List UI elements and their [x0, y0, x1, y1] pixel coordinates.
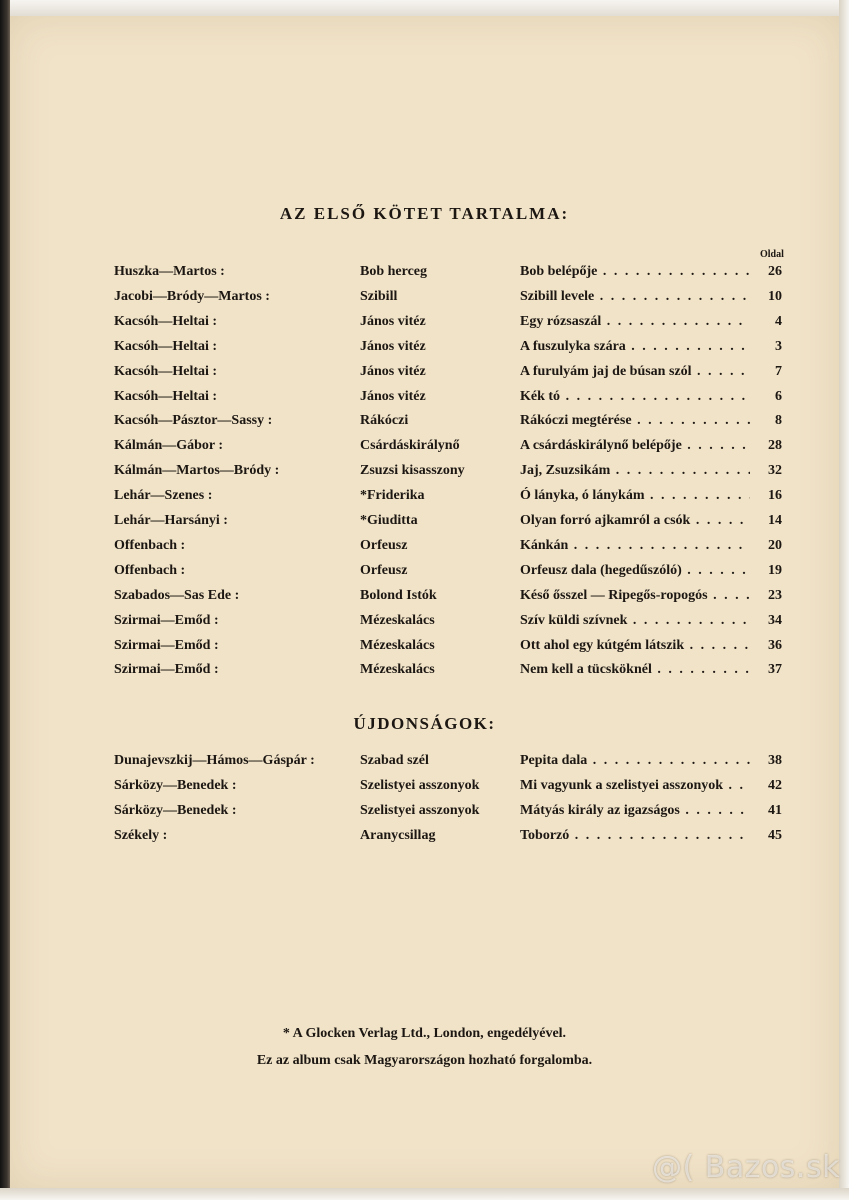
authors: Kacsóh—Heltai : [114, 313, 218, 329]
contents-heading: AZ ELSŐ KÖTET TARTALMA: [279, 204, 570, 223]
song-title: Rákóczi megtérése . . . [520, 410, 750, 432]
page-number: 20 [768, 537, 782, 553]
list-item [0, 800, 849, 822]
song-title: Kánkán . . . [520, 535, 750, 557]
song-title: Ott ahol egy kútgém látszik . . . [520, 635, 750, 657]
work-title: Rákóczi [360, 413, 409, 429]
page-number: 23 [768, 587, 782, 603]
song-title: Bob belépője . . . [520, 261, 750, 283]
authors: Dunajevszkij—Hámos—Gáspár : [114, 753, 315, 768]
song-title: Pepita dala . . . [520, 750, 750, 772]
song-title: Kék tó . . . [520, 386, 750, 408]
list-item [0, 510, 849, 532]
list-item [0, 311, 849, 333]
work-title: Szelistyei asszonyok [360, 802, 480, 818]
song-title: A furulyám jaj de búsan szól . . . [520, 361, 750, 383]
work-title: Szabad szél [360, 753, 429, 768]
authors: Kacsóh—Heltai : [114, 388, 218, 404]
song-title: Olyan forró ajkamról a csók . . . [520, 510, 750, 532]
authors: Kálmán—Martos—Bródy : [114, 463, 280, 479]
authors: Szabados—Sas Ede : [114, 587, 240, 603]
work-title: Szelistyei asszonyok [360, 777, 480, 793]
scan-border-top [0, 0, 849, 16]
authors: Offenbach : [114, 537, 186, 553]
authors: Kacsóh—Pásztor—Sassy : [114, 413, 273, 429]
page-number: 42 [768, 777, 782, 793]
work-title: János vitéz [360, 313, 426, 329]
song-title: Jaj, Zsuzsikám . . . [520, 460, 750, 482]
authors: Offenbach : [114, 562, 186, 578]
work-title: János vitéz [360, 363, 426, 379]
work-title: János vitéz [360, 388, 426, 404]
authors: Szirmai—Emőd : [114, 612, 219, 628]
work-title: Mézeskalács [360, 637, 435, 653]
authors: Sárközy—Benedek : [114, 777, 237, 793]
song-title: Nem kell a tücsköknél . . . [520, 659, 750, 681]
page-number: 32 [768, 463, 782, 479]
authors: Jacobi—Bródy—Martos : [114, 288, 270, 304]
song-title: Késő ősszel — Ripegős-ropogós . . . [520, 585, 750, 607]
page-number: 37 [768, 662, 782, 678]
list-item [0, 460, 849, 482]
list-item [0, 261, 849, 283]
song-title: Ó lányka, ó lánykám . . . [520, 485, 750, 507]
page-column-header: Oldal [760, 249, 784, 260]
work-title: Mézeskalács [360, 662, 435, 678]
authors: Lehár—Szenes : [114, 488, 213, 504]
page-number: 16 [768, 488, 782, 504]
authors: Székely : [114, 827, 168, 843]
song-title: Szibill levele . . . [520, 286, 750, 308]
work-title: Szibill [360, 288, 398, 304]
page-number: 41 [768, 802, 782, 818]
list-item [0, 585, 849, 607]
list-item [0, 435, 849, 457]
page-number: 6 [775, 388, 782, 404]
authors: Kacsóh—Heltai : [114, 363, 218, 379]
authors: Huszka—Martos : [114, 264, 225, 279]
list-item [0, 560, 849, 582]
authors: Szirmai—Emőd : [114, 662, 219, 678]
work-title: *Giuditta [360, 513, 418, 528]
scan-border-bottom [0, 1188, 849, 1200]
work-title: Orfeusz [360, 537, 408, 553]
song-title: Toborzó . . . [520, 825, 750, 847]
list-item [0, 535, 849, 557]
authors: Kálmán—Gábor : [114, 438, 224, 454]
work-title: Aranycsillag [360, 827, 436, 843]
list-item [0, 750, 849, 772]
work-title: Csárdáskirálynő [360, 438, 460, 454]
list-item [0, 610, 849, 632]
distribution-notice: Ez az album csak Magyarországon hozható forgalomba. [256, 1053, 593, 1068]
work-title: *Friderika [360, 488, 425, 504]
list-item [0, 775, 849, 797]
authors: Lehár—Harsányi : [114, 513, 228, 528]
song-title: Szív küldi szívnek . . . [520, 610, 750, 632]
page-number: 28 [768, 438, 782, 454]
list-item [0, 336, 849, 358]
song-title: A fuszulyka szára . . . [520, 336, 750, 358]
list-item [0, 825, 849, 847]
page-number: 8 [775, 413, 782, 429]
work-title: Mézeskalács [360, 612, 435, 628]
list-item [0, 659, 849, 681]
page-number: 4 [775, 313, 782, 329]
page-number: 45 [768, 827, 782, 843]
authors: Sárközy—Benedek : [114, 802, 237, 818]
song-title: Mátyás király az igazságos . . . [520, 800, 750, 822]
page-number: 38 [768, 753, 782, 768]
list-item [0, 386, 849, 408]
page-number: 36 [768, 637, 782, 653]
song-title: Egy rózsaszál . . . [520, 311, 750, 333]
list-item [0, 635, 849, 657]
new-releases-heading: ÚJDONSÁGOK: [353, 714, 496, 733]
page-number: 10 [768, 288, 782, 304]
work-title: Orfeusz [360, 562, 408, 578]
song-title: Mi vagyunk a szelistyei asszonyok . . . [520, 775, 750, 797]
authors: Szirmai—Emőd : [114, 637, 219, 653]
list-item [0, 485, 849, 507]
work-title: Bob herceg [360, 264, 428, 279]
work-title: Zsuzsi kisasszony [360, 463, 465, 479]
page-number: 3 [775, 338, 782, 354]
song-title: Orfeusz dala (hegedűszóló) . . . [520, 560, 750, 582]
list-item [0, 286, 849, 308]
footnote: * A Glocken Verlag Ltd., London, engedélyével. [282, 1026, 567, 1041]
song-title: A csárdáskirálynő belépője . . . [520, 435, 750, 457]
work-title: Bolond Istók [360, 587, 437, 603]
list-item [0, 361, 849, 383]
work-title: János vitéz [360, 338, 426, 354]
page-number: 34 [768, 612, 782, 628]
page-number: 14 [768, 513, 782, 528]
page-number: 19 [768, 562, 782, 578]
list-item [0, 410, 849, 432]
page-number: 7 [775, 363, 782, 379]
watermark: @( Bazos.sk [652, 1150, 840, 1185]
authors: Kacsóh—Heltai : [114, 338, 218, 354]
page-number: 26 [768, 264, 782, 279]
